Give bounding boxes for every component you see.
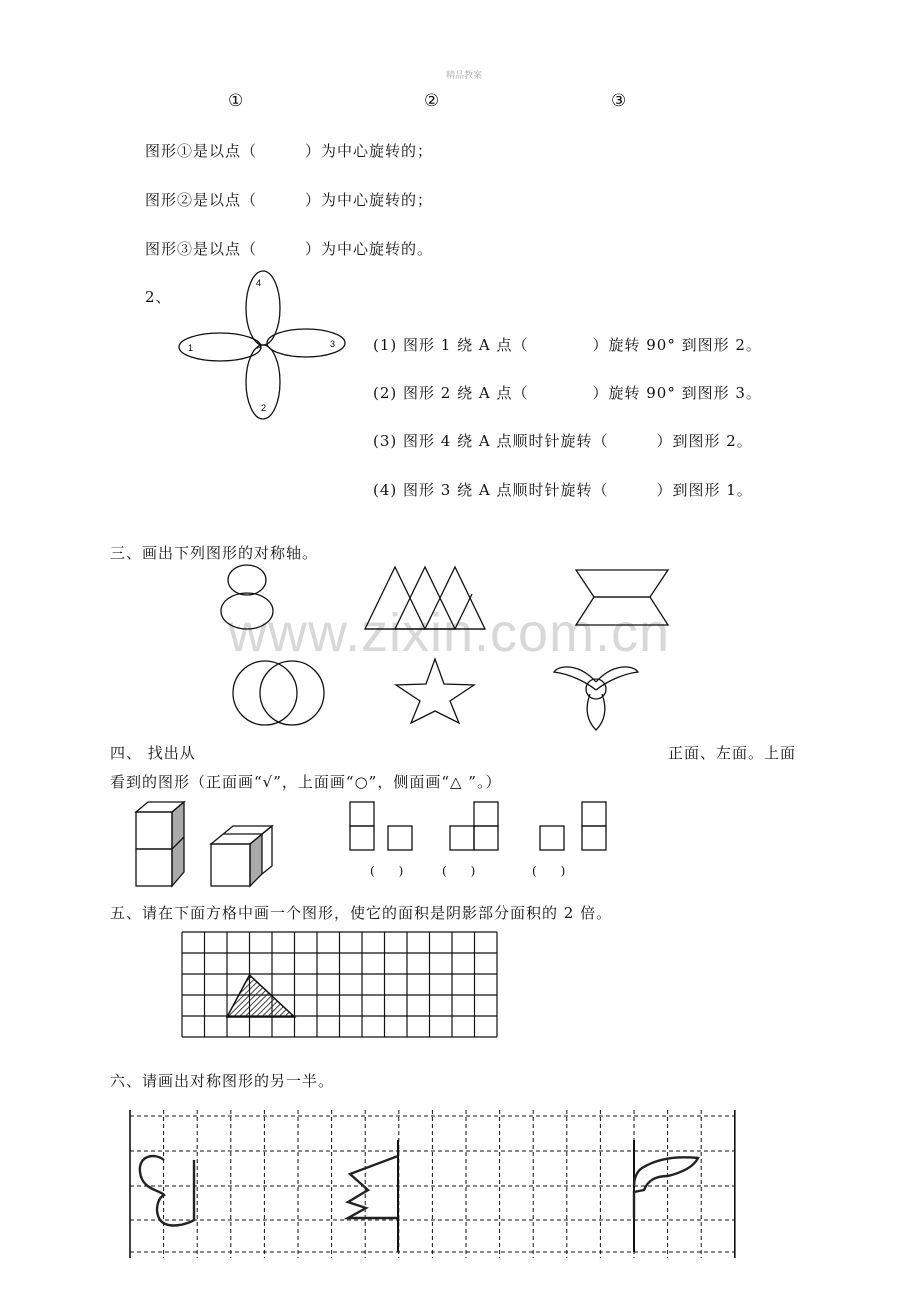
figure-three-petals [550,660,650,740]
question-1-2: 图形②是以点（ ）为中心旋转的； [145,191,434,209]
petal-label-1: 1 [188,343,194,353]
figure-cube-tower [132,800,192,890]
section-4-title-right: 正面、左面。上面 [668,744,797,762]
section-4-line2: 看到的图形（正面画“√”，上面画“○”，侧面画“△ ”。） [110,773,502,791]
half-heart-shape [140,1156,194,1225]
petal-center-a: A [257,344,262,351]
view-options [346,798,616,853]
figure-two-circles [230,658,330,728]
dashed-grid[interactable] [128,1110,748,1260]
square-grid[interactable] [182,932,502,1042]
question-2-3: (3) 图形 4 绕 A 点顺时针旋转（ ）到图形 2。 [373,432,753,450]
figure-overlapping-triangles [362,564,502,634]
section-6-title: 六、请画出对称图形的另一半。 [110,1072,335,1090]
question-2-number: 2、 [145,288,172,306]
petal-figure [178,270,348,420]
petal-label-3: 3 [330,339,336,349]
question-2-4: (4) 图形 3 绕 A 点顺时针旋转（ ）到图形 1。 [373,481,753,499]
question-2-1: (1) 图形 1 绕 A 点（ ）旋转 90° 到图形 2。 [373,336,762,354]
half-leaf-shape [634,1157,698,1218]
answer-bracket-3[interactable]: ( ) [532,864,566,878]
figure-trapezoids [568,567,678,637]
question-1-1: 图形①是以点（ ）为中心旋转的； [145,142,434,160]
figure-label-1: ① [228,91,245,111]
section-4-title-left: 四、 找出从 [110,744,196,762]
question-2-2: (2) 图形 2 绕 A 点（ ）旋转 90° 到图形 3。 [373,384,762,402]
shaded-triangle [227,975,295,1017]
answer-bracket-2[interactable]: ( ) [442,864,476,878]
figure-cube-pair [206,822,276,892]
question-1-3: 图形③是以点（ ）为中心旋转的。 [145,240,434,258]
site-watermark: www.zixin.com.cn [228,603,671,663]
section-5-title: 五、请在下面方格中画一个图形，使它的面积是阴影部分面积的 2 倍。 [110,904,613,922]
figure-label-2: ② [424,91,441,111]
figure-stacked-ovals [218,563,278,633]
header-watermark: 精品教案 [446,71,483,81]
answer-bracket-1[interactable]: ( ) [370,864,404,878]
figure-label-3: ③ [611,91,628,111]
petal-label-4: 4 [256,278,262,288]
half-zigzag-shape [348,1156,398,1218]
figure-star [392,656,482,726]
petal-label-2: 2 [261,403,267,413]
section-3-title: 三、画出下列图形的对称轴。 [110,544,319,562]
